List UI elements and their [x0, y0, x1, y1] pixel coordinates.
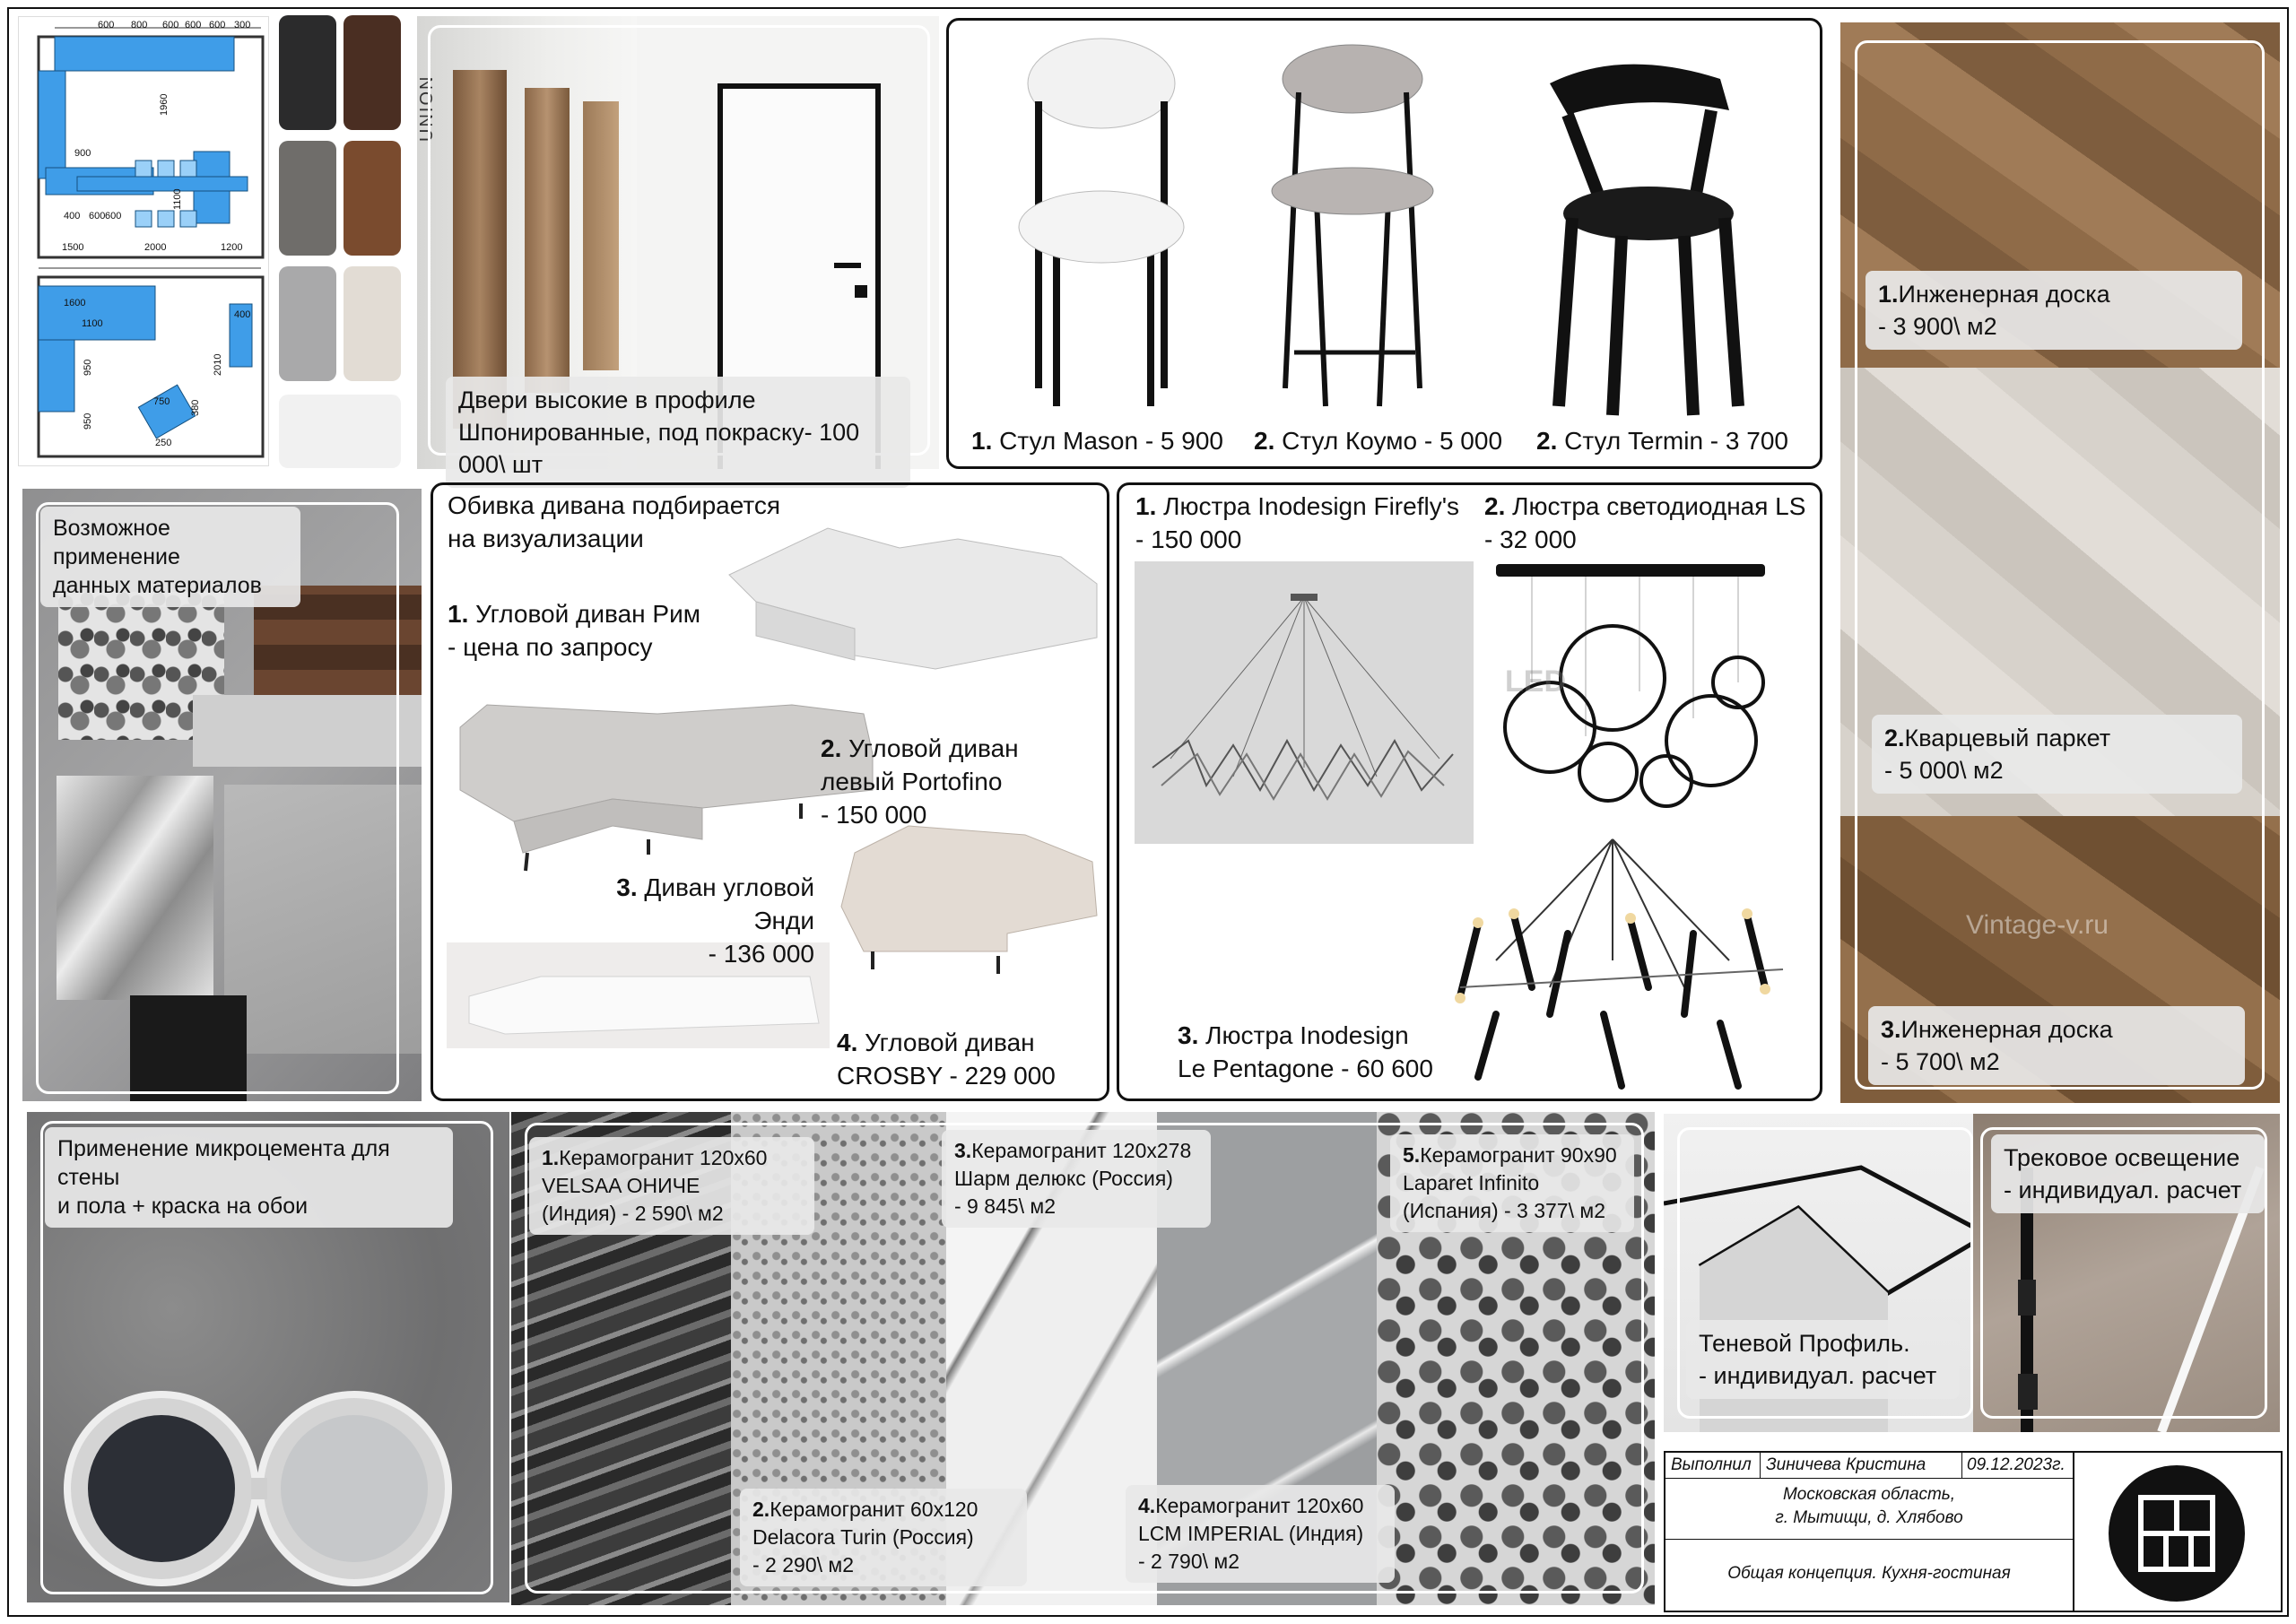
swatch-5 — [344, 266, 401, 381]
plan-dim-top-4: 600 — [209, 20, 226, 30]
swatch-6 — [279, 395, 401, 468]
stamp-date: 09.12.2023г. — [1967, 1455, 2066, 1474]
track-light-label: Трековое освещение - индивидуал. расчет — [1991, 1134, 2265, 1213]
swatch-1 — [344, 15, 401, 130]
chair-caption-2 — [1536, 424, 1788, 457]
lamp-photo-0 — [1135, 561, 1474, 844]
sofa-caption-3 — [837, 1026, 1056, 1092]
chair-num-0: 1. — [971, 427, 993, 455]
floor-num-0: 1. — [1878, 281, 1899, 308]
tile-text-3: Керамогранит 120х60 LCM IMPERIAL (Индия) - 2 790\ м2 — [1138, 1494, 1364, 1573]
chair-num-1: 2. — [1254, 427, 1275, 455]
tile-text-2: Керамогранит 120х278 Шарм делюкс (Россия) - 9 845\ м2 — [954, 1139, 1192, 1218]
plan-dim-row-0: 1500 — [62, 242, 84, 253]
plan-dim-row-1: 2000 — [144, 242, 167, 253]
stamp-author: Зиничева Кристина — [1766, 1455, 1926, 1474]
floor-num-1: 2. — [1884, 725, 1905, 751]
sofa-caption-0 — [448, 597, 700, 664]
plan-dim-row-2: 1200 — [221, 242, 243, 253]
lamp-caption-1 — [1484, 490, 1805, 556]
sofa-num-0: 1. — [448, 600, 469, 628]
sofa-caption-1 — [821, 732, 1019, 831]
plan-dim-low-8: 250 — [155, 438, 172, 448]
studio-logo-icon — [2105, 1462, 2248, 1605]
chair-text-2: Стул Termin - 3 700 — [1557, 427, 1788, 455]
flooring-frame — [1855, 40, 2265, 1090]
plan-dim-mid-4: 600 — [89, 211, 106, 221]
title-stamp — [1664, 1451, 2283, 1612]
floor-plan-drawing — [19, 17, 268, 465]
tile-num-3: 4. — [1138, 1494, 1156, 1517]
swatch-3 — [344, 141, 401, 256]
plan-dim-top-5: 300 — [234, 20, 251, 30]
sofa-num-3: 4. — [837, 1029, 858, 1056]
plan-dim-mid-2: 1100 — [172, 188, 183, 210]
led-rings-chandelier-icon — [1478, 557, 1819, 853]
plan-dim-mid-5: 600 — [105, 211, 122, 221]
sofa-caption-2 — [554, 871, 814, 970]
floor-label-0 — [1866, 271, 2242, 350]
swatch-0 — [279, 15, 336, 130]
sofa-num-1: 2. — [821, 734, 842, 762]
swatch-2 — [279, 141, 336, 256]
shadow-profile-label: Теневой Профиль. - индивидуал. расчет — [1686, 1320, 1960, 1399]
tile-text-1: Керамогранит 60х120 Delacora Turin (Россия) - 2 290\ м2 — [752, 1498, 978, 1576]
stamp-row-mid — [1665, 1539, 2073, 1540]
floor-text-1: Кварцевый паркет - 5 000\ м2 — [1884, 725, 2111, 784]
plan-dim-low-6: 750 — [153, 396, 170, 407]
tile-num-0: 1. — [542, 1146, 560, 1169]
chair-text-1: Стул Коумо - 5 000 — [1274, 427, 1503, 455]
materials-label: Возможное применение данных материалов — [40, 507, 300, 607]
floor-watermark: Vintage-v.ru — [1966, 910, 2109, 940]
lamp-caption-2 — [1178, 1019, 1433, 1085]
color-palette — [274, 13, 406, 471]
sofa-text-0: Угловой диван Рим - цена по запросу — [448, 600, 700, 661]
floor-num-2: 3. — [1881, 1016, 1901, 1043]
plan-dim-top-0: 600 — [98, 20, 115, 30]
chair-text-0: Стул Mason - 5 900 — [992, 427, 1223, 455]
plan-dim-low-7: 380 — [190, 399, 201, 416]
stamp-role: Выполнил — [1671, 1455, 1752, 1474]
floor-label-1 — [1872, 715, 2242, 794]
sofa-text-1: Угловой диван левый Portofino - 150 000 — [821, 734, 1019, 829]
lamp-num-2: 3. — [1178, 1021, 1199, 1049]
plan-dim-low-4: 2010 — [213, 353, 223, 376]
chair-caption-0 — [971, 424, 1223, 457]
tile-label-4 — [1390, 1134, 1634, 1232]
tile-label-0 — [529, 1137, 814, 1235]
lamp-num-1: 2. — [1484, 492, 1506, 520]
lamps-panel — [1117, 482, 1822, 1101]
tile-num-2: 3. — [954, 1139, 972, 1162]
plan-dim-low-2: 400 — [234, 309, 251, 320]
sofa-text-2: Диван угловой Энди - 136 000 — [644, 873, 814, 968]
swatch-4 — [279, 266, 336, 381]
lamp-num-0: 1. — [1135, 492, 1157, 520]
tile-label-1 — [740, 1489, 1027, 1586]
tile-label-2 — [942, 1130, 1211, 1228]
firefly-chandelier-icon — [1135, 561, 1474, 844]
stamp-divider-main — [2073, 1453, 2074, 1611]
lamp-text-1: Люстра светодиодная LS - 32 000 — [1484, 492, 1806, 553]
lamp-watermark: LED — [1505, 664, 1566, 699]
plan-dim-low-5: 950 — [83, 413, 93, 430]
doors-brand: UNION — [417, 74, 437, 142]
plan-dim-mid-0: 1960 — [159, 93, 170, 116]
lamp-photo-1 — [1478, 557, 1819, 853]
doors-label: Двери высокие в профиле Шпонированные, под покраску- 100 000\ шт — [446, 377, 910, 488]
stamp-divider-1 — [1760, 1453, 1761, 1478]
plan-dim-top-2: 600 — [162, 20, 179, 30]
plan-dim-low-3: 950 — [83, 359, 93, 376]
chairs-illustration — [976, 30, 1801, 424]
floor-text-2: Инженерная доска - 5 700\ м2 — [1881, 1016, 2113, 1075]
plan-dim-top-1: 800 — [131, 20, 148, 30]
tile-text-0: Керамогранит 120х60 VELSAA ОНИЧЕ (Индия) - 2 590\ м2 — [542, 1146, 768, 1225]
floor-label-2 — [1868, 1006, 2245, 1085]
microcement-label: Применение микроцемента для стены и пола + краска на обои — [45, 1127, 453, 1228]
plan-dim-mid-3: 400 — [64, 211, 81, 221]
floor-plan — [18, 16, 269, 466]
sofa-text-3: Угловой диван CROSBY - 229 000 — [837, 1029, 1056, 1090]
stamp-address: Московская область, г. Мытищи, д. Хлябово — [1775, 1485, 1963, 1527]
stamp-divider-2 — [1961, 1453, 1962, 1478]
lamp-caption-0 — [1135, 490, 1459, 556]
sofas-panel — [430, 482, 1109, 1101]
stamp-title: Общая концепция. Кухня-гостиная — [1727, 1564, 2011, 1583]
tile-num-1: 2. — [752, 1498, 770, 1521]
lamp-text-0: Люстра Inodesign Firefly's - 150 000 — [1135, 492, 1460, 553]
tile-text-4: Керамогранит 90х90 Laparet Infinito (Испания) - 3 377\ м2 — [1403, 1143, 1617, 1222]
pentagone-chandelier-icon — [1424, 835, 1819, 1099]
chairs-panel — [946, 18, 1822, 469]
chair-num-2: 2. — [1536, 427, 1558, 455]
sofa-num-2: 3. — [616, 873, 638, 901]
sofa-intro: Обивка дивана подбирается на визуализации — [448, 491, 781, 552]
tile-num-4: 5. — [1403, 1143, 1421, 1167]
tile-label-3 — [1126, 1485, 1395, 1583]
plan-dim-low-1: 1100 — [82, 318, 103, 329]
floor-text-0: Инженерная доска - 3 900\ м2 — [1878, 281, 2110, 340]
lamp-text-2: Люстра Inodesign Le Pentagone - 60 600 — [1178, 1021, 1433, 1082]
plan-dim-top-3: 600 — [185, 20, 202, 30]
plan-dim-mid-1: 900 — [74, 148, 91, 159]
plan-dim-low-0: 1600 — [64, 298, 86, 308]
chair-caption-1 — [1254, 424, 1502, 457]
